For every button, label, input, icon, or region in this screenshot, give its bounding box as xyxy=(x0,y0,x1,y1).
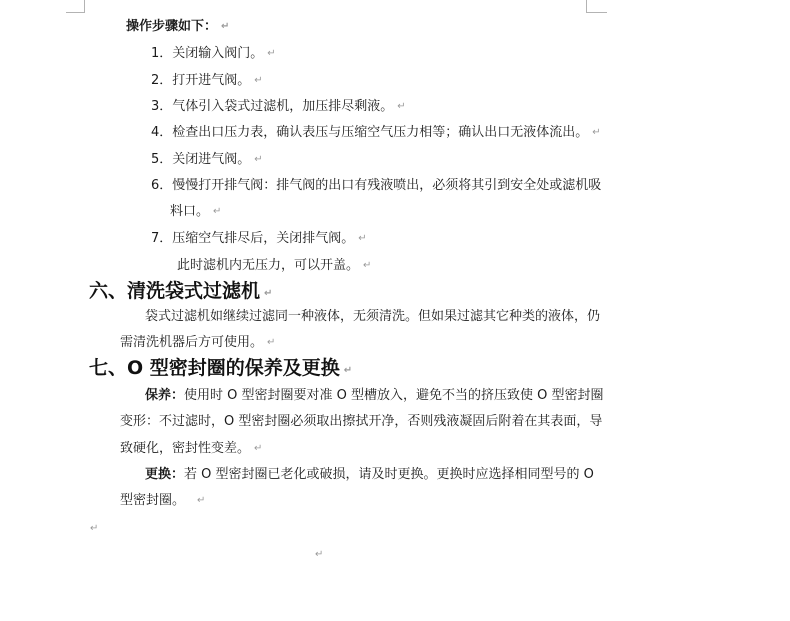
section-6-paragraph-line-2: 需清洗机器后方可使用。 ↵ xyxy=(120,335,276,350)
paragraph-mark: ↵ xyxy=(254,154,263,165)
paragraph-mark: ↵ xyxy=(343,365,353,376)
paragraph-mark: ↵ xyxy=(264,288,273,299)
paragraph-mark: ↵ xyxy=(592,127,601,138)
step-7: 7．压缩空气排尽后，关闭排气阀。 ↵ xyxy=(151,231,367,246)
paragraph-mark: ↵ xyxy=(397,101,406,112)
paragraph-mark: ↵ xyxy=(267,48,276,59)
step-1: 1．关闭输入阀门。 ↵ xyxy=(151,46,276,61)
page-corner-mark-right xyxy=(586,0,607,13)
replace-label: 更换： xyxy=(145,467,185,482)
step-3: 3．气体引入袋式过滤机，加压排尽剩液。 ↵ xyxy=(151,99,406,114)
paragraph-mark: ↵ xyxy=(221,21,230,32)
care-paragraph-line-1: 保养：使用时 O 型密封圈要对准 O 型槽放入，避免不当的挤压致使 O 型密封圈 xyxy=(145,388,604,403)
step-6-continued: 料口。 ↵ xyxy=(170,204,222,219)
page-corner-mark-left xyxy=(66,0,85,13)
step-note: 此时滤机内无压力，可以开盖。 ↵ xyxy=(177,258,372,273)
step-5: 5．关闭进气阀。 ↵ xyxy=(151,152,263,167)
paragraph-mark: ↵ xyxy=(197,495,206,506)
section-7-heading: 七、O 型密封圈的保养及更换 ↵ xyxy=(89,357,353,379)
paragraph-mark: ↵ xyxy=(254,443,263,454)
section-6-paragraph-line-1: 袋式过滤机如继续过滤同一种液体，无须清洗。但如果过滤其它种类的液体，仍 xyxy=(145,309,601,324)
paragraph-mark: ↵ xyxy=(363,260,372,271)
paragraph-mark: ↵ xyxy=(267,337,276,348)
replace-paragraph-line-2: 型密封圈。 ↵ xyxy=(120,493,206,508)
care-label: 保养： xyxy=(145,388,185,403)
section-6-heading: 六、清洗袋式过滤机 ↵ xyxy=(89,280,273,302)
paragraph-mark: ↵ xyxy=(213,206,222,217)
replace-paragraph-line-1: 更换：若 O 型密封圈已老化或破损，请及时更换。更换时应选择相同型号的 O xyxy=(145,467,594,482)
paragraph-mark: ↵ xyxy=(90,523,99,534)
care-paragraph-line-2: 变形：不过滤时，O 型密封圈必须取出擦拭开净，否则残液凝固后附着在其表面，导 xyxy=(120,414,603,429)
care-paragraph-line-3: 致硬化，密封性变差。 ↵ xyxy=(120,441,263,456)
step-4: 4．检查出口压力表，确认表压与压缩空气压力相等；确认出口无液体流出。 ↵ xyxy=(151,125,601,140)
paragraph-mark: ↵ xyxy=(358,233,367,244)
step-2: 2．打开进气阀。 ↵ xyxy=(151,73,263,88)
step-6: 6．慢慢打开排气阀：排气阀的出口有残液喷出，必须将其引到安全处或滤机吸 xyxy=(151,178,602,193)
steps-title: 操作步骤如下： ↵ xyxy=(126,19,230,34)
paragraph-mark: ↵ xyxy=(315,549,324,560)
paragraph-mark: ↵ xyxy=(254,75,263,86)
